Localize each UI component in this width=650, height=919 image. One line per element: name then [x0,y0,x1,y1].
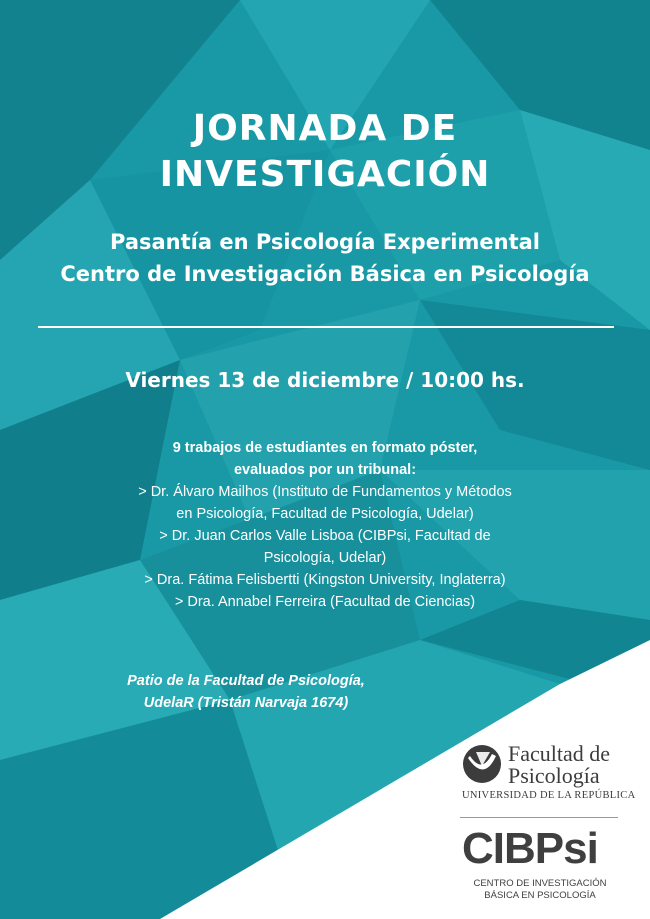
tribunal-line: en Psicología, Facultad de Psicología, Udelar) [176,506,474,522]
tribunal-line: > Dra. Fátima Felisbertti (Kingston University, Inglaterra) [144,572,506,588]
subtitle-line: Pasantía en Psicología Experimental [110,230,540,254]
facultad-psicologia-logo [458,741,636,804]
works-intro-line: 9 trabajos de estudiantes en formato póster, [172,440,478,456]
location-line: UdelaR (Tristán Narvaja 1674) [143,695,349,711]
title-line: JORNADA DE [192,108,458,149]
facultad-logo-line3: UNIVERSIDAD DE LA REPÚBLICA [462,790,636,801]
cibpsi-name: CIBPsi [462,824,598,873]
facultad-logo-line2: Psicología [508,763,600,788]
cibpsi-logo [456,826,626,906]
event-location [96,670,396,714]
works-intro-line: evaluados por un tribunal: [233,462,417,478]
subtitle-line: Centro de Investigación Básica en Psicología [60,262,590,286]
tribunal-line: > Dr. Álvaro Mailhos (Instituto de Fundamentos y Métodos [138,484,512,500]
logo-separator [460,817,618,818]
tribunal-line: > Dr. Juan Carlos Valle Lisboa (CIBPsi, Facultad de [159,528,491,544]
location-line: Patio de la Facultad de Psicología, [127,673,365,689]
event-title [0,106,650,198]
cibpsi-line2: BÁSICA EN PSICOLOGÍA [484,890,596,901]
title-line: INVESTIGACIÓN [159,154,491,195]
tribunal-line: Psicología, Udelar) [263,550,387,566]
facultad-psicologia-symbol-icon [462,744,502,784]
divider-line [38,326,614,328]
event-subtitle [0,226,650,290]
cibpsi-line1: CENTRO DE INVESTIGACIÓN [473,878,607,889]
works-description [0,437,650,613]
facultad-logo-line1: Facultad de [508,741,611,766]
tribunal-line: > Dra. Annabel Ferreira (Facultad de Ciencias) [174,594,476,610]
event-date: Viernes 13 de diciembre / 10:00 hs. [125,368,525,392]
